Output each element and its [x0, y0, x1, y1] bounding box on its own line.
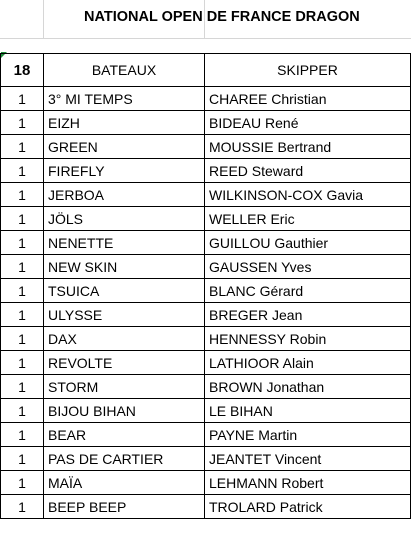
skipper-cell: JEANTET Vincent [205, 447, 411, 471]
boat-cell: PAS DE CARTIER [44, 447, 205, 471]
skipper-cell: LEHMANN Robert [205, 471, 411, 495]
boat-cell: BIJOU BIHAN [44, 399, 205, 423]
table-row [1, 375, 411, 399]
skipper-cell: MOUSSIE Bertrand [205, 135, 411, 159]
table-row [1, 495, 411, 519]
rank-cell: 1 [1, 279, 44, 303]
rank-cell: 1 [1, 495, 44, 519]
rank-cell: 1 [1, 375, 44, 399]
table-row [1, 399, 411, 423]
table-row [1, 471, 411, 495]
header-skipper: SKIPPER [205, 54, 411, 87]
skipper-cell: GUILLOU Gauthier [205, 231, 411, 255]
skipper-cell: REED Steward [205, 159, 411, 183]
boat-cell: NEW SKIN [44, 255, 205, 279]
boat-cell: BEAR [44, 423, 205, 447]
table-row [1, 87, 411, 111]
table-row [1, 351, 411, 375]
table-row [1, 423, 411, 447]
grid-line [43, 0, 44, 39]
header-row [1, 54, 411, 87]
boat-cell: EIZH [44, 111, 205, 135]
skipper-cell: WELLER Eric [205, 207, 411, 231]
boat-cell: GREEN [44, 135, 205, 159]
table-row [1, 447, 411, 471]
boat-cell: NENETTE [44, 231, 205, 255]
skipper-cell: WILKINSON-COX Gavia [205, 183, 411, 207]
skipper-cell: CHAREE Christian [205, 87, 411, 111]
table-row [1, 279, 411, 303]
rank-cell: 1 [1, 231, 44, 255]
table-row [1, 207, 411, 231]
skipper-cell: GAUSSEN Yves [205, 255, 411, 279]
rank-cell: 1 [1, 159, 44, 183]
table-row [1, 231, 411, 255]
rank-cell: 1 [1, 471, 44, 495]
header-boats: BATEAUX [44, 54, 205, 87]
boat-cell: MAÏA [44, 471, 205, 495]
boat-cell: DAX [44, 327, 205, 351]
skipper-cell: BLANC Gérard [205, 279, 411, 303]
boat-cell: ULYSSE [44, 303, 205, 327]
rank-cell: 1 [1, 183, 44, 207]
skipper-cell: TROLARD Patrick [205, 495, 411, 519]
rank-cell: 1 [1, 423, 44, 447]
table-row [1, 303, 411, 327]
entries-table [0, 53, 411, 519]
rank-cell: 1 [1, 207, 44, 231]
skipper-cell: BIDEAU René [205, 111, 411, 135]
rank-cell: 1 [1, 255, 44, 279]
boat-cell: TSUICA [44, 279, 205, 303]
boat-cell: JERBOA [44, 183, 205, 207]
boat-cell: 3° MI TEMPS [44, 87, 205, 111]
skipper-cell: LE BIHAN [205, 399, 411, 423]
skipper-cell: BREGER Jean [205, 303, 411, 327]
table-row [1, 111, 411, 135]
rank-cell: 1 [1, 87, 44, 111]
rank-cell: 1 [1, 111, 44, 135]
rank-cell: 1 [1, 327, 44, 351]
table-row [1, 135, 411, 159]
skipper-cell: BROWN Jonathan [205, 375, 411, 399]
boat-cell: JÖLS [44, 207, 205, 231]
page-title: NATIONAL OPEN DE FRANCE DRAGON [84, 9, 360, 25]
skipper-cell: LATHIOOR Alain [205, 351, 411, 375]
table-row [1, 255, 411, 279]
rank-cell: 1 [1, 351, 44, 375]
rank-cell: 1 [1, 399, 44, 423]
boat-cell: REVOLTE [44, 351, 205, 375]
rank-cell: 1 [1, 135, 44, 159]
skipper-cell: HENNESSY Robin [205, 327, 411, 351]
rank-cell: 1 [1, 447, 44, 471]
title-bar [0, 0, 411, 39]
table-row [1, 327, 411, 351]
table-row [1, 159, 411, 183]
rank-cell: 1 [1, 303, 44, 327]
boat-cell: STORM [44, 375, 205, 399]
boat-cell: BEEP BEEP [44, 495, 205, 519]
skipper-cell: PAYNE Martin [205, 423, 411, 447]
table-row [1, 183, 411, 207]
header-count: 18 [1, 54, 44, 87]
boat-cell: FIREFLY [44, 159, 205, 183]
